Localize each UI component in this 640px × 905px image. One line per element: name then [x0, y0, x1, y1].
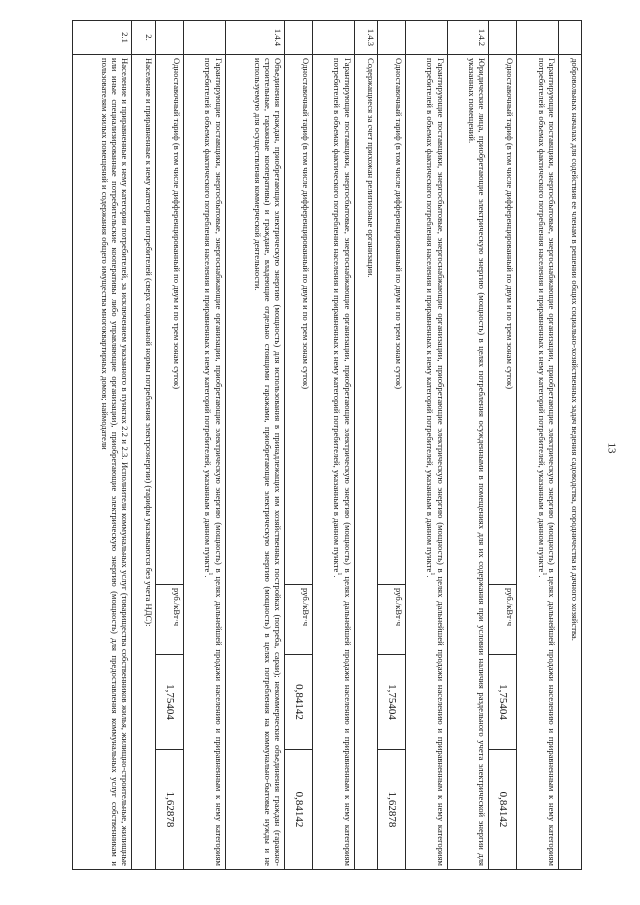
- tariff-value-2: 0,84142: [284, 749, 312, 869]
- footnote-mark: 1: [207, 572, 214, 576]
- unit-cell: руб./кВт·ч: [377, 584, 405, 654]
- table-row: [558, 21, 581, 870]
- row-number: [284, 21, 312, 55]
- row-text: Одноставочный тариф (в том числе дифференцированный по двум и по трем зонам суток): [301, 58, 312, 390]
- page-number: 13: [605, 442, 618, 454]
- unit-cell: руб./кВт·ч: [155, 584, 183, 654]
- unit-cell: руб./кВт·ч: [488, 584, 516, 654]
- table-row: [354, 21, 377, 870]
- row-description: Гарантирующие поставщики, энергосбытовые, энергоснабжающие организации, приобретающие электрическую энергию (мощность) в целях дальнейшей продажи населению и приравненным к нему категориям потребителей в объемах фактического потребления населения и приравненных к нему категорий потребителей, указанным в данном пункте$^1$.: [313, 55, 354, 870]
- row-text: Гарантирующие поставщики, энергосбытовые, энергоснабжающие организации, приобретающие электрическую энергию (мощность) в целях дальнейшей продажи населению и приравненным к нему категориям потребителей в объемах фактического потребления населения и приравненных к нему категорий потребителей, указанным в данном пункте: [425, 58, 446, 866]
- row-number: 2.: [132, 21, 155, 55]
- table-row: [313, 21, 354, 870]
- row-number: [313, 21, 354, 55]
- row-number: 1.4.2: [447, 21, 488, 55]
- row-text: Объединения граждан, приобретающих электрическую энергию (мощность) для использования в принадлежащих им хозяйственных постройках (погреба, сараи); некоммерческие объединения граждан (гаражно-строительные, гаражные кооперативы) и граждане, владеющие отдельно стоящими гаражами, приобретающие электрическую энергию (мощность) в целях потребления на коммунально-бытовые нужды и не используемую для осуществления коммерческой деятельности.: [252, 58, 283, 866]
- table-row: [184, 21, 225, 870]
- row-description: [447, 55, 488, 870]
- rotated-table-area: [72, 20, 582, 870]
- row-number: 1.4.3: [354, 21, 377, 55]
- table-row: [447, 21, 488, 870]
- row-number: [406, 21, 447, 55]
- tariff-value-1: 1,75404: [488, 654, 516, 749]
- table-row: [517, 21, 558, 870]
- row-text: Содержащиеся за счет прихожан религиозные организации.: [365, 58, 376, 278]
- tariff-value-1: 0,84142: [284, 654, 312, 749]
- row-description: [73, 55, 133, 870]
- row-number: [517, 21, 558, 55]
- row-description: [132, 55, 155, 870]
- row-description: [155, 55, 183, 585]
- table-row: [155, 21, 183, 870]
- table-row: [377, 21, 405, 870]
- table-row: [225, 21, 284, 870]
- row-number: [377, 21, 405, 55]
- row-description: [354, 55, 377, 870]
- row-text: добровольных началах для содействия ее членам в решении общих социально-хозяйственных задач ведения садоводства, огородничества и дачного хозяйства.: [570, 58, 580, 641]
- row-description: [284, 55, 312, 585]
- row-text: Одноставочный тариф (в том числе дифференцированный по двум и по трем зонам суток): [505, 58, 516, 390]
- row-text: Гарантирующие поставщики, энергосбытовые, энергоснабжающие организации, приобретающие электрическую энергию (мощность) в целях дальнейшей продажи населению и приравненным к нему категориям потребителей в объемах фактического потребления населения и приравненных к нему категорий потребителей, указанным в данном пункте: [203, 58, 224, 866]
- tariff-table: [72, 20, 582, 870]
- table-row: [406, 21, 447, 870]
- row-text: Население и приравненные к нему категории потребителей, за исключением указанного в пунктах 2.2 и 2.3. Исполнители коммунальных услуг (товарищества собственников жилья, жилищно-строительные, жилищные или иные специализированные потребительские кооперативы либо управляющие организации), приобретающие электрическую энергию (мощность) для предоставления коммунальных услуг собственникам и пользователям жилых помещений и содержания общего имущества многоквартирных домов; наймодатели: [100, 58, 131, 866]
- row-text: Одноставочный тариф (в том числе дифференцированный по двум и по трем зонам суток): [394, 58, 405, 390]
- row-description: [558, 55, 581, 870]
- row-number: [488, 21, 516, 55]
- footnote-mark: 1: [429, 572, 436, 576]
- row-text: Юридические лица, приобретающие электрическую энергию (мощность) в целях потребления осужденными в помещениях для их содержания при условии наличия раздельного учета электрической энергии для указанных помещений.: [466, 58, 487, 866]
- row-text: Гарантирующие поставщики, энергосбытовые, энергоснабжающие организации, приобретающие электрическую энергию (мощность) в целях дальнейшей продажи населению и приравненным к нему категориям потребителей в объемах фактического потребления населения и приравненных к нему категорий потребителей, указанным в данном пункте: [536, 58, 557, 866]
- tariff-value-1: 1,75404: [155, 654, 183, 749]
- unit-cell: руб./кВт·ч: [284, 584, 312, 654]
- row-description: Гарантирующие поставщики, энергосбытовые, энергоснабжающие организации, приобретающие электрическую энергию (мощность) в целях дальнейшей продажи населению и приравненным к нему категориям потребителей в объемах фактического потребления населения и приравненных к нему категорий потребителей, указанным в данном пункте$^1$.: [517, 55, 558, 870]
- row-text: Гарантирующие поставщики, энергосбытовые, энергоснабжающие организации, приобретающие электрическую энергию (мощность) в целях дальнейшей продажи населению и приравненным к нему категориям потребителей в объемах фактического потребления населения и приравненных к нему категорий потребителей, указанным в данном пункте: [332, 58, 353, 866]
- row-number: [155, 21, 183, 55]
- row-number: [184, 21, 225, 55]
- row-text: Одноставочный тариф (в том числе дифференцированный по двум и по трем зонам суток): [172, 58, 183, 390]
- footnote-mark: 1: [336, 572, 343, 576]
- table-row: [132, 21, 155, 870]
- row-number: 2.1: [73, 21, 133, 55]
- row-description: [225, 55, 284, 870]
- row-description: Гарантирующие поставщики, энергосбытовые, энергоснабжающие организации, приобретающие электрическую энергию (мощность) в целях дальнейшей продажи населению и приравненным к нему категориям потребителей в объемах фактического потребления населения и приравненных к нему категорий потребителей, указанным в данном пункте$^1$.: [406, 55, 447, 870]
- footnote-mark: 1: [540, 572, 547, 576]
- row-description: [488, 55, 516, 585]
- row-text: Население и приравненные к нему категории потребителей (сверх социальной нормы потребления электроэнергии) (тарифы указываются без учета НДС):: [143, 58, 154, 627]
- tariff-value-1: 1,75404: [377, 654, 405, 749]
- table-row: [284, 21, 312, 870]
- tariff-value-2: 0,84142: [488, 749, 516, 869]
- table-row: [73, 21, 133, 870]
- tariff-value-2: 1,62878: [377, 749, 405, 869]
- tariff-value-2: 1,62878: [155, 749, 183, 869]
- row-number: [558, 21, 581, 55]
- table-row: [488, 21, 516, 870]
- row-number: 1.4.4: [225, 21, 284, 55]
- row-description: [377, 55, 405, 585]
- row-description: Гарантирующие поставщики, энергосбытовые, энергоснабжающие организации, приобретающие электрическую энергию (мощность) в целях дальнейшей продажи населению и приравненным к нему категориям потребителей в объемах фактического потребления населения и приравненных к нему категорий потребителей, указанным в данном пункте$^1$.: [184, 55, 225, 870]
